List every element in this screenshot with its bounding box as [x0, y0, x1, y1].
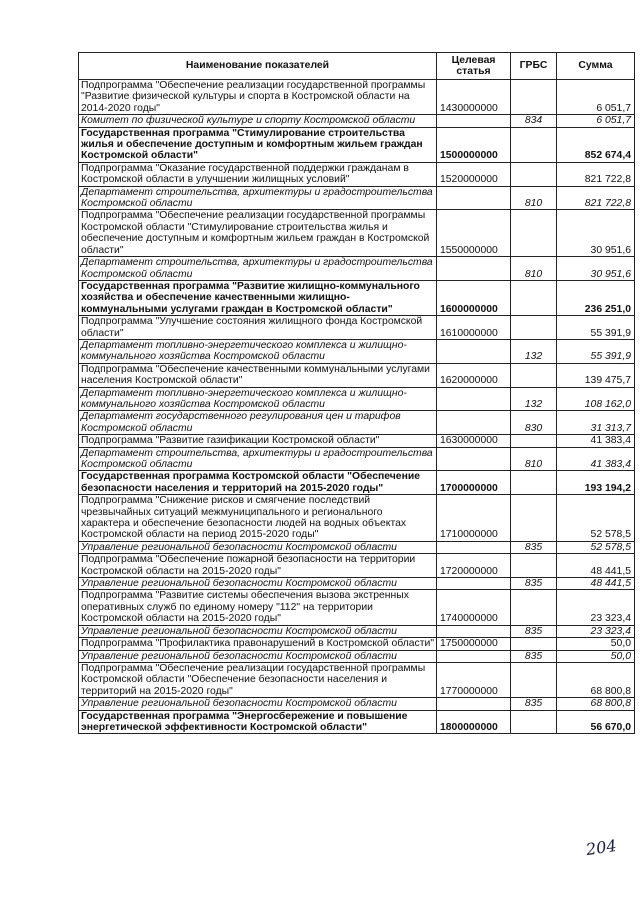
row-sum: 48 441,5 [557, 578, 635, 590]
row-name: Подпрограмма "Развитие газификации Костромской области" [79, 435, 437, 447]
row-name: Подпрограмма "Обеспечение реализации государственной программы Костромской области "Обеспечение безопасности населения и территорий на 2015-2020 годы" [79, 662, 437, 697]
row-name: Подпрограмма "Обеспечение качественными коммунальными услугами населения Костромской области" [79, 363, 437, 387]
row-name: Департамент топливно-энергетического комплекса и жилищно-коммунального хозяйства Костромской области [79, 387, 437, 411]
row-name: Государственная программа "Энергосбережение и повышение энергетической эффективности Костромской области" [79, 710, 437, 734]
table-row [79, 435, 635, 447]
table-row [79, 387, 635, 411]
row-grbs [511, 363, 557, 387]
table-row [79, 710, 635, 734]
row-target-article [437, 186, 511, 210]
row-name: Государственная программа "Развитие жилищно-коммунального хозяйства и обеспечение качественными жилищно-коммунальными услугами граждан в Костромской области" [79, 280, 437, 315]
row-name: Подпрограмма "Обеспечение пожарной безопасности на территории Костромской области на 2015-2020 годы" [79, 554, 437, 578]
row-grbs: 835 [511, 541, 557, 553]
row-target-article: 1710000000 [437, 495, 511, 542]
table-row [79, 554, 635, 578]
table-row [79, 186, 635, 210]
row-grbs: 132 [511, 387, 557, 411]
table-row [79, 363, 635, 387]
row-target-article [437, 257, 511, 281]
row-grbs [511, 435, 557, 447]
row-grbs [511, 662, 557, 697]
row-sum: 193 194,2 [557, 471, 635, 495]
row-sum: 41 383,4 [557, 435, 635, 447]
row-sum: 41 383,4 [557, 447, 635, 471]
row-grbs [511, 210, 557, 257]
row-target-article: 1550000000 [437, 210, 511, 257]
row-sum: 68 800,8 [557, 698, 635, 710]
row-name: Департамент топливно-энергетического комплекса и жилищно-коммунального хозяйства Костромской области [79, 339, 437, 363]
row-target-article [437, 625, 511, 637]
row-target-article [437, 387, 511, 411]
row-target-article [437, 650, 511, 662]
row-name: Подпрограмма "Профилактика правонарушений в Костромской области" [79, 638, 437, 650]
table-row [79, 280, 635, 315]
row-target-article: 1520000000 [437, 162, 511, 186]
row-sum: 68 800,8 [557, 662, 635, 697]
row-target-article: 1500000000 [437, 127, 511, 162]
row-target-article: 1620000000 [437, 363, 511, 387]
table-header-row [79, 53, 635, 80]
row-sum: 55 391,9 [557, 339, 635, 363]
row-grbs [511, 554, 557, 578]
row-sum: 6 051,7 [557, 80, 635, 115]
row-sum: 50,0 [557, 650, 635, 662]
row-sum: 30 951,6 [557, 210, 635, 257]
row-name: Подпрограмма "Снижение рисков и смягчение последствий чрезвычайных ситуаций межмуниципального и регионального характера и обеспечение безопасности людей на водных объектах Костромской области на период 2015-2020 годы" [79, 495, 437, 542]
row-name: Подпрограмма "Обеспечение реализации государственной программы Костромской области "Стимулирование строительства жилья и обеспечение доступным и комфортным жильем граждан в Костромской области" [79, 210, 437, 257]
row-grbs [511, 495, 557, 542]
row-grbs [511, 80, 557, 115]
row-target-article: 1750000000 [437, 638, 511, 650]
row-sum: 821 722,8 [557, 186, 635, 210]
row-grbs [511, 162, 557, 186]
row-target-article: 1720000000 [437, 554, 511, 578]
row-target-article: 1630000000 [437, 435, 511, 447]
header-sum: Сумма [557, 53, 635, 80]
row-name: Департамент строительства, архитектуры и градостроительства Костромской области [79, 186, 437, 210]
row-name: Управление региональной безопасности Костромской области [79, 625, 437, 637]
row-sum: 50,0 [557, 638, 635, 650]
row-sum: 48 441,5 [557, 554, 635, 578]
row-target-article [437, 541, 511, 553]
row-name: Комитет по физической культуре и спорту Костромской области [79, 115, 437, 127]
table-row [79, 662, 635, 697]
table-row [79, 698, 635, 710]
row-grbs: 830 [511, 411, 557, 435]
row-name: Управление региональной безопасности Костромской области [79, 650, 437, 662]
table-row [79, 638, 635, 650]
row-grbs: 810 [511, 186, 557, 210]
row-sum: 852 674,4 [557, 127, 635, 162]
handwritten-page-number: 204 [584, 835, 618, 860]
row-grbs [511, 590, 557, 625]
row-sum: 6 051,7 [557, 115, 635, 127]
row-sum: 821 722,8 [557, 162, 635, 186]
table-row [79, 316, 635, 340]
table-row [79, 650, 635, 662]
document-page [78, 52, 634, 734]
row-name: Подпрограмма "Обеспечение реализации государственной программы "Развитие физической культуры и спорта в Костромской области на 2014-2020 годы" [79, 80, 437, 115]
table-row [79, 495, 635, 542]
row-grbs: 835 [511, 650, 557, 662]
row-grbs: 810 [511, 257, 557, 281]
row-grbs: 810 [511, 447, 557, 471]
row-sum: 31 313,7 [557, 411, 635, 435]
table-row [79, 115, 635, 127]
table-row [79, 578, 635, 590]
row-sum: 23 323,4 [557, 590, 635, 625]
row-name: Подпрограмма "Развитие системы обеспечения вызова экстренных оперативных служб по единому номеру "112" на территории Костромской области на 2015-2020 годы" [79, 590, 437, 625]
row-name: Управление региональной безопасности Костромской области [79, 578, 437, 590]
row-name: Подпрограмма "Улучшение состояния жилищного фонда Костромской области" [79, 316, 437, 340]
row-sum: 52 578,5 [557, 541, 635, 553]
row-sum: 23 323,4 [557, 625, 635, 637]
row-target-article [437, 698, 511, 710]
row-target-article [437, 339, 511, 363]
header-grbs: ГРБС [511, 53, 557, 80]
row-grbs: 835 [511, 578, 557, 590]
row-name: Управление региональной безопасности Костромской области [79, 698, 437, 710]
row-sum: 56 670,0 [557, 710, 635, 734]
row-sum: 236 251,0 [557, 280, 635, 315]
row-target-article: 1770000000 [437, 662, 511, 697]
row-name: Управление региональной безопасности Костромской области [79, 541, 437, 553]
row-sum: 108 162,0 [557, 387, 635, 411]
table-row [79, 339, 635, 363]
table-row [79, 162, 635, 186]
header-name: Наименование показателей [79, 53, 437, 80]
table-row [79, 541, 635, 553]
row-name: Департамент строительства, архитектуры и градостроительства Костромской области [79, 447, 437, 471]
row-grbs [511, 127, 557, 162]
row-name: Подпрограмма "Оказание государственной поддержки гражданам в Костромской области в улучшении жилищных условий" [79, 162, 437, 186]
table-row [79, 80, 635, 115]
row-grbs: 835 [511, 698, 557, 710]
row-grbs [511, 638, 557, 650]
row-target-article [437, 411, 511, 435]
row-target-article [437, 447, 511, 471]
row-target-article: 1700000000 [437, 471, 511, 495]
row-grbs: 132 [511, 339, 557, 363]
row-target-article: 1600000000 [437, 280, 511, 315]
table-body [79, 80, 635, 734]
table-row [79, 210, 635, 257]
table-row [79, 625, 635, 637]
table-row [79, 590, 635, 625]
table-row [79, 447, 635, 471]
row-target-article: 1800000000 [437, 710, 511, 734]
row-grbs: 834 [511, 115, 557, 127]
row-grbs: 835 [511, 625, 557, 637]
header-target-article: Целевая статья [437, 53, 511, 80]
row-target-article [437, 115, 511, 127]
row-sum: 139 475,7 [557, 363, 635, 387]
row-target-article: 1430000000 [437, 80, 511, 115]
row-name: Департамент строительства, архитектуры и градостроительства Костромской области [79, 257, 437, 281]
row-target-article: 1740000000 [437, 590, 511, 625]
row-name: Государственная программа Костромской области "Обеспечение безопасности населения и территорий на 2015-2020 годы" [79, 471, 437, 495]
row-sum: 30 951,6 [557, 257, 635, 281]
budget-table [78, 52, 635, 734]
row-grbs [511, 710, 557, 734]
row-grbs [511, 280, 557, 315]
row-grbs [511, 316, 557, 340]
table-row [79, 257, 635, 281]
table-row [79, 471, 635, 495]
row-target-article [437, 578, 511, 590]
row-name: Департамент государственного регулирования цен и тарифов Костромской области [79, 411, 437, 435]
table-row [79, 127, 635, 162]
row-sum: 55 391,9 [557, 316, 635, 340]
table-row [79, 411, 635, 435]
row-target-article: 1610000000 [437, 316, 511, 340]
row-sum: 52 578,5 [557, 495, 635, 542]
row-grbs [511, 471, 557, 495]
row-name: Государственная программа "Стимулирование строительства жилья и обеспечение доступным и комфортным жильем граждан Костромской области" [79, 127, 437, 162]
